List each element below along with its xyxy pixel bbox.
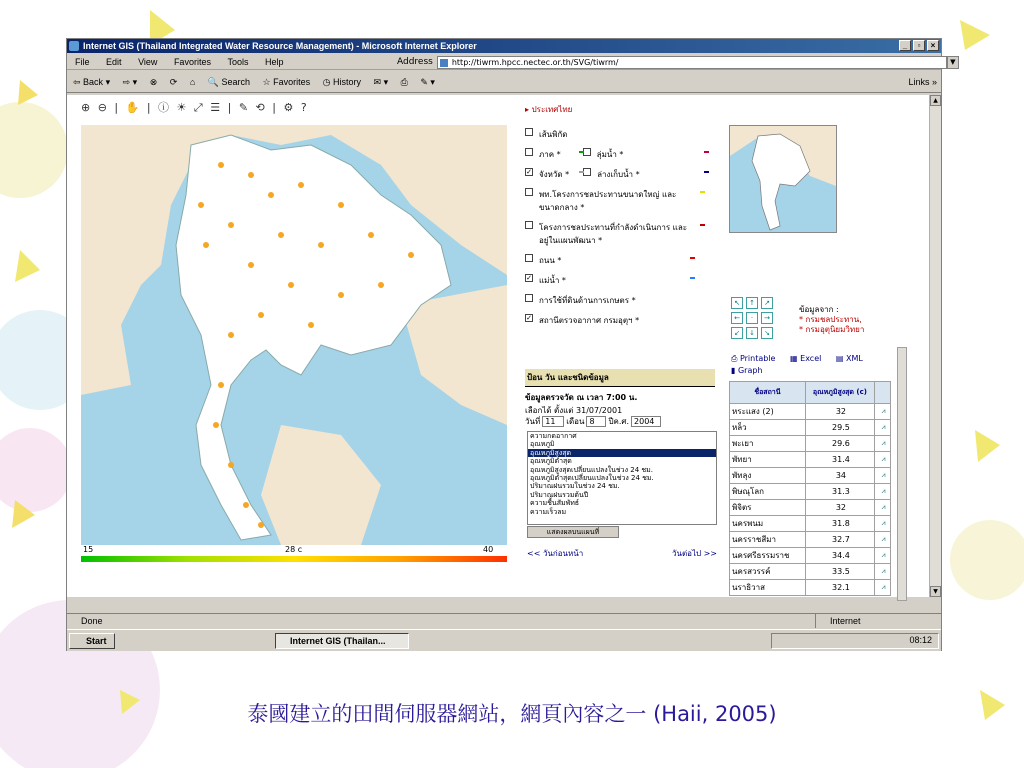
station-cell: พะเยา: [730, 436, 806, 452]
table-row[interactable]: [730, 436, 891, 452]
ie-icon: [69, 41, 79, 51]
scale-mid: 28 c: [285, 545, 303, 554]
list-item[interactable]: ปริมาณฝนรวมต้นปี: [530, 490, 589, 499]
pan-north-button[interactable]: ↑: [746, 297, 758, 309]
table-row[interactable]: [730, 452, 891, 468]
menu-help[interactable]: Help: [265, 57, 284, 67]
navigation-pad: [731, 297, 773, 339]
favorites-button[interactable]: ☆ Favorites: [262, 77, 311, 87]
layer-item[interactable]: [525, 188, 695, 214]
pan-northeast-button[interactable]: ↗: [761, 297, 773, 309]
value-cell: 34.4: [805, 548, 874, 564]
legend-line: [704, 151, 709, 153]
source-line: * กรมอุตุนิยมวิทยา: [799, 325, 865, 334]
station-cell: พัทยา: [730, 452, 806, 468]
table-row[interactable]: [730, 420, 891, 436]
legend-line: [700, 224, 705, 226]
clock: 08:12: [909, 635, 932, 645]
stop-icon[interactable]: ⊗: [149, 77, 158, 87]
graph-link[interactable]: ▮ Graph: [731, 366, 763, 375]
search-button[interactable]: 🔍 Search: [207, 77, 251, 87]
station-cell: หล็ว: [730, 420, 806, 436]
close-button[interactable]: ×: [927, 40, 939, 51]
menu-view[interactable]: View: [138, 57, 158, 67]
pan-icon[interactable]: ✋: [125, 101, 142, 114]
station-cell: พิษณุโลก: [730, 484, 806, 500]
graph-icon[interactable]: ⩘: [875, 548, 891, 564]
layer-header-label: ประเทศไทย: [531, 105, 573, 114]
year-label: ปีค.ศ.: [608, 417, 630, 426]
layer-checkbox[interactable]: [525, 148, 533, 156]
month-label: เดือน: [566, 417, 585, 426]
legend-line: [579, 171, 584, 173]
pan-southwest-button[interactable]: ↙: [731, 327, 743, 339]
list-item[interactable]: อุณหภูมิต่ำสุด: [530, 457, 572, 466]
query-subtitle: ข้อมูลตรวจวัด ณ เวลา 7:00 น.: [525, 393, 638, 402]
table-row[interactable]: [730, 516, 891, 532]
data-source: [799, 305, 864, 335]
layer-label: เส้นพิกัด: [539, 130, 568, 139]
table-row[interactable]: [730, 404, 891, 420]
browser-toolbar: [67, 71, 941, 93]
search-label: Search: [221, 77, 251, 87]
info-icon[interactable]: ⓘ: [158, 101, 172, 114]
address-bar: [397, 55, 959, 69]
value-cell: 32.7: [805, 532, 874, 548]
layer-label: ถนน *: [539, 256, 562, 265]
value-cell: 31.3: [805, 484, 874, 500]
graph-icon[interactable]: ⩘: [875, 484, 891, 500]
start-button[interactable]: Start: [69, 633, 115, 649]
menu-file[interactable]: File: [75, 57, 90, 67]
pan-south-button[interactable]: ↓: [746, 327, 758, 339]
list-item[interactable]: ความเร็วลม: [530, 507, 567, 516]
title-bar: [67, 39, 941, 53]
legend-line: [690, 257, 695, 259]
print-icon[interactable]: ⎙: [400, 77, 408, 87]
next-day-link[interactable]: วันต่อไป >>: [671, 549, 717, 558]
excel-label: Excel: [800, 354, 822, 363]
list-item[interactable]: อุณหภูมิต่ำสุดเปลี่ยนแปลงในช่วง 24 ชม.: [530, 474, 654, 483]
help-icon[interactable]: ?: [300, 101, 309, 114]
security-zone: Internet: [815, 614, 861, 628]
home-icon[interactable]: ⌂: [189, 77, 196, 87]
light-icon[interactable]: ☀: [176, 101, 189, 114]
slide-caption: 泰國建立的田間伺服器網站，網頁內容之一 (Haii, 2005): [247, 702, 777, 726]
table-scrollbar[interactable]: [897, 347, 907, 601]
excel-link[interactable]: ▦ Excel: [790, 354, 822, 363]
station-cell: นครราชสีมา: [730, 532, 806, 548]
date-inputs: [525, 415, 661, 428]
layer-item[interactable]: [525, 221, 695, 247]
links-button[interactable]: Links »: [908, 77, 937, 87]
value-cell: 29.5: [805, 420, 874, 436]
fullextent-icon[interactable]: ⤢: [193, 101, 205, 114]
page-content: [67, 95, 929, 597]
layer-checkbox[interactable]: [525, 188, 533, 196]
zoom-in-icon[interactable]: ⊕: [81, 101, 93, 114]
month-input[interactable]: 8: [586, 416, 606, 427]
minimize-button[interactable]: _: [899, 40, 911, 51]
scale-min: 15: [83, 545, 94, 554]
value-cell: 31.8: [805, 516, 874, 532]
layer-label: แม่น้ำ *: [539, 276, 566, 285]
show-on-map-button[interactable]: แสดงผลบนแผนที่: [527, 526, 619, 538]
layer-label: จังหวัด *: [539, 170, 570, 179]
menu-tools[interactable]: Tools: [227, 57, 249, 67]
address-dropdown[interactable]: ▼: [947, 56, 959, 69]
map-toolbar: ⊕ ⊖ | ✋ | ⓘ ☀ ⤢ ☰ | ✎ ⟲ | ⚙ ?: [81, 101, 309, 114]
station-cell: หระแสง (2): [730, 404, 806, 420]
xml-link[interactable]: ▤ XML: [835, 354, 863, 363]
value-cell: 31.4: [805, 452, 874, 468]
year-input[interactable]: 2004: [631, 416, 661, 427]
layer-checkbox[interactable]: ✓: [526, 274, 532, 282]
back-button[interactable]: ⇦ Back ▾: [73, 77, 111, 87]
value-cell: 32.1: [805, 580, 874, 596]
station-cell: พัทลุง: [730, 468, 806, 484]
printable-link[interactable]: ⎙ Printable: [731, 354, 776, 363]
list-item[interactable]: อุณหภูมิ: [530, 440, 555, 449]
station-cell: นราธิวาส: [730, 580, 806, 596]
restore-button[interactable]: ▫: [913, 40, 925, 51]
parameter-list[interactable]: [527, 431, 717, 525]
station-cell: พิจิตร: [730, 500, 806, 516]
table-row[interactable]: [730, 580, 891, 596]
back-label: Back: [83, 77, 104, 87]
layer-label: การใช้ที่ดินด้านการเกษตร *: [539, 296, 636, 305]
layer-checkbox[interactable]: [525, 294, 533, 302]
edit-icon[interactable]: ✎ ▾: [420, 77, 435, 87]
station-table: [729, 381, 895, 597]
browser-window: [66, 38, 956, 651]
overview-map-graphic: [730, 126, 836, 232]
column-header-graph: [875, 382, 891, 404]
scroll-up-button[interactable]: ▲: [930, 95, 941, 106]
column-header-value: อุณหภูมิสูงสุด (c): [805, 382, 874, 404]
list-item[interactable]: อุณหภูมิสูงสุดเปลี่ยนแปลงในช่วง 24 ชม.: [530, 465, 653, 474]
graph-icon[interactable]: ⩘: [875, 452, 891, 468]
address-input[interactable]: http://tiwrm.hpcc.nectec.or.th/SVG/tiwrm/: [437, 56, 947, 69]
zoom-out-icon[interactable]: ⊖: [97, 101, 109, 114]
scale-max: 40: [483, 545, 494, 554]
value-cell: 34: [805, 468, 874, 484]
layer-checkbox[interactable]: [525, 128, 533, 136]
layer-label: พท.โครงการชลประทานขนาดใหญ่ และขนาดกลาง *: [539, 190, 677, 212]
pan-east-button[interactable]: →: [761, 312, 773, 324]
overview-map[interactable]: [729, 125, 837, 233]
system-tray: [771, 633, 939, 649]
layer-checkbox[interactable]: [525, 254, 533, 262]
graph-icon[interactable]: ⩘: [875, 404, 891, 420]
forward-button[interactable]: ⇨ ▾: [122, 77, 138, 87]
layer-checkbox[interactable]: ✓: [526, 168, 532, 176]
query-panel: [525, 369, 715, 417]
graph-icon[interactable]: ⩘: [875, 532, 891, 548]
layer-checkbox[interactable]: ✓: [526, 314, 532, 322]
settings-icon[interactable]: ⚙: [283, 101, 296, 114]
list-item-selected[interactable]: อุณหภูมิสูงสุด: [528, 449, 716, 457]
table-row[interactable]: [730, 468, 891, 484]
pan-southeast-button[interactable]: ↘: [761, 327, 773, 339]
graph-icon[interactable]: ⩘: [875, 516, 891, 532]
layer-checkbox[interactable]: [525, 221, 533, 229]
value-cell: 32: [805, 500, 874, 516]
table-row[interactable]: [730, 532, 891, 548]
address-label: Address: [397, 57, 433, 67]
window-title: Internet GIS (Thailand Integrated Water Resource Management) - Microsoft Internet Explorer: [83, 41, 477, 51]
refresh-map-icon[interactable]: ⟲: [255, 101, 267, 114]
pan-center-button[interactable]: ·: [746, 312, 758, 324]
day-label: วันที่: [525, 417, 541, 426]
graph-icon[interactable]: ⩘: [875, 420, 891, 436]
column-header-station: ชื่อสถานี: [730, 382, 806, 404]
layer-panel: [525, 103, 725, 334]
pen-icon[interactable]: ✎: [238, 101, 251, 114]
legend-line: [704, 171, 709, 173]
graph-icon[interactable]: ⩘: [875, 436, 891, 452]
table-row[interactable]: [730, 500, 891, 516]
value-cell: 29.6: [805, 436, 874, 452]
layer-checkbox[interactable]: [583, 168, 591, 176]
graph-icon[interactable]: ⩘: [875, 580, 891, 596]
favorites-label: Favorites: [273, 77, 311, 87]
status-bar: [67, 613, 941, 627]
list-item[interactable]: ความกดอากาศ: [530, 432, 577, 440]
graph-icon[interactable]: ⩘: [875, 500, 891, 516]
list-item[interactable]: ปริมาณฝนรวมในช่วง 24 ชม.: [530, 482, 620, 491]
pan-northwest-button[interactable]: ↖: [731, 297, 743, 309]
map-view[interactable]: [81, 125, 507, 545]
scroll-down-button[interactable]: ▼: [930, 586, 941, 597]
table-row[interactable]: [730, 564, 891, 580]
day-navigation: [527, 547, 717, 560]
pan-west-button[interactable]: ←: [731, 312, 743, 324]
layer-item[interactable]: [525, 128, 725, 141]
layer-item[interactable]: [525, 294, 725, 307]
layer-label: ล่างเก็บน้ำ *: [597, 170, 640, 179]
printable-label: Printable: [739, 354, 776, 363]
list-item[interactable]: ความชื้นสัมพัทธ์: [530, 499, 580, 508]
history-button[interactable]: ◷ History: [322, 77, 362, 87]
mail-icon[interactable]: ✉ ▾: [373, 77, 389, 87]
value-cell: 32: [805, 404, 874, 420]
page-scrollbar[interactable]: [929, 95, 941, 597]
menu-edit[interactable]: Edit: [106, 57, 122, 67]
temperature-scale: [81, 545, 507, 559]
layer-label: ภาค *: [539, 150, 561, 159]
query-header: ป้อน วัน และชนิดข้อมูล: [525, 369, 715, 387]
layer-label: ลุ่มน้ำ *: [596, 150, 624, 159]
thailand-map: [81, 125, 507, 545]
taskbar-app-button[interactable]: Internet GIS (Thailan...: [275, 633, 409, 649]
station-cell: นครศรีธรรมราช: [730, 548, 806, 564]
layer-label: สถานีตรวจอากาศ กรมอุตุฯ *: [539, 316, 640, 325]
menu-favorites[interactable]: Favorites: [173, 57, 211, 67]
status-text: Done: [81, 616, 103, 626]
layer-item[interactable]: [525, 168, 725, 181]
table-row[interactable]: [730, 484, 891, 500]
day-input[interactable]: 11: [542, 416, 564, 427]
value-cell: 33.5: [805, 564, 874, 580]
layer-header[interactable]: ▸ ประเทศไทย: [525, 105, 573, 114]
taskbar: [67, 629, 941, 651]
previous-day-link[interactable]: << วันก่อนหน้า: [527, 549, 584, 558]
scale-gradient: [81, 556, 507, 562]
export-links: [731, 353, 875, 377]
legend-line: [579, 151, 584, 153]
table-row[interactable]: [730, 548, 891, 564]
legend-line: [700, 191, 705, 193]
graph-label: Graph: [737, 366, 763, 375]
layers-icon[interactable]: ☰: [210, 101, 223, 114]
xml-label: XML: [846, 354, 863, 363]
layer-item[interactable]: [525, 254, 725, 267]
station-cell: นครพนม: [730, 516, 806, 532]
source-line: * กรมชลประทาน,: [799, 315, 862, 324]
layer-item[interactable]: [525, 148, 725, 161]
graph-icon[interactable]: ⩘: [875, 564, 891, 580]
query-available: เลือกได้ ตั้งแต่ 31/07/2001: [525, 406, 623, 415]
source-label: ข้อมูลจาก :: [799, 305, 839, 314]
station-cell: นครสวรรค์: [730, 564, 806, 580]
layer-item[interactable]: [525, 314, 725, 327]
layer-item[interactable]: [525, 274, 725, 287]
graph-icon[interactable]: ⩘: [875, 468, 891, 484]
legend-line: [690, 277, 695, 279]
history-label: History: [333, 77, 362, 87]
layer-label: โครงการชลประทานที่กำลังดำเนินการ และอยู่ในแผนพัฒนา *: [539, 223, 688, 245]
refresh-icon[interactable]: ⟳: [169, 77, 178, 87]
